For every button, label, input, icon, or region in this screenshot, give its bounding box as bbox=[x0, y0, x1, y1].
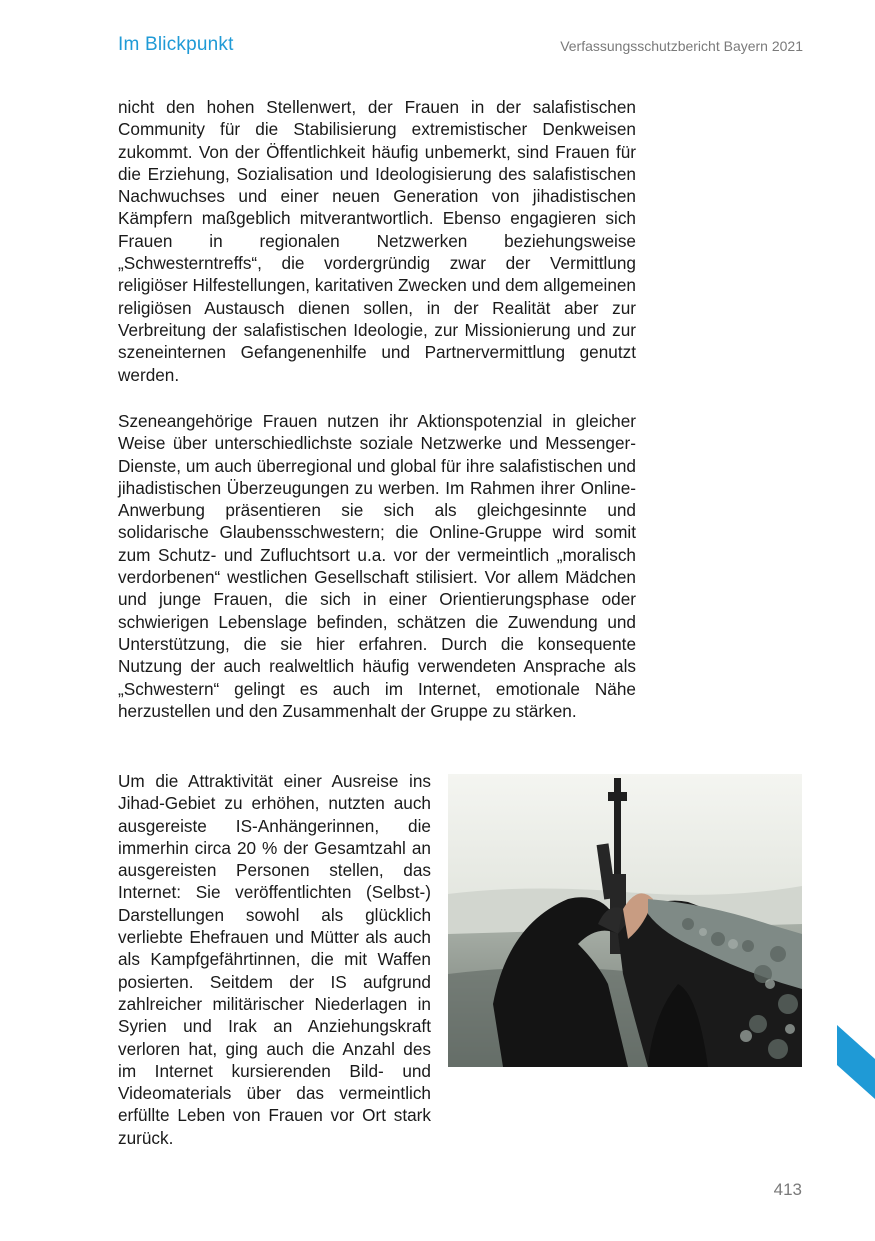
body-paragraph-2: Szeneangehörige Frauen nutzen ihr Aktionspotenzial in gleicher Weise über unterschiedlichste soziale Netzwerke und Messenger-Dienste, um auch überregional und global für ihre salafistischen und jihadistischen Überzeugungen zu werben. Im Rahmen ihrer Online-Anwerbung präsentieren sie sich als gleichgesinnte und solidarische Glaubensschwestern; die Online-Gruppe wird somit zum Schutz- und Zufluchtsort u.a. vor der vermeintlich „moralisch verdorbenen“ westlichen Gesellschaft stilisiert. Vor allem Mädchen und junge Frauen, die sich in einer Orientierungsphase oder schwierigen Lebenslage befinden, schätzen die Zuwendung und Unterstützung, die sie hier erfahren. Durch die konsequente Nutzung der auch realweltlich häufig verwendeten Ansprache als „Schwestern“ gelingt es auch im Internet, emotionale Nähe herzustellen und den Zusammenhalt der Gruppe zu stärken. bbox=[118, 411, 636, 721]
chapter-tab-marker bbox=[837, 1025, 875, 1099]
report-title: Verfassungsschutzbericht Bayern 2021 bbox=[560, 38, 803, 54]
body-paragraph-1: nicht den hohen Stellenwert, der Frauen in der salafistischen Community für die Stabilisierung extremistischer Denkweisen zukommt. Von der Öffentlichkeit häufig unbemerkt, sind Frauen für die Erziehung, Sozialisation und Ideologisierung des salafistischen Nachwuchses und einer neuen Generation von jihadistischen Kämpfern maßgeblich mitverantwortlich. Ebenso engagieren sich Frauen in regionalen Netzwerken beziehungsweise „Schwesterntreffs“, die vordergründig zwar der Vermittlung religiöser Hilfestellungen, karitativen Zwecken und dem allgemeinen religiösen Austausch dienen sollen, in der Realität aber zur Verbreitung der salafistischen Ideologie, zur Missionierung und zur szeneinternen Gefangenenhilfe und Partnervermittlung genutzt werden. bbox=[118, 97, 636, 385]
photo-rifle-heart-hands-icon bbox=[448, 774, 802, 1067]
section-title: Im Blickpunkt bbox=[118, 34, 234, 55]
propaganda-photo bbox=[448, 774, 802, 1067]
page-number: 413 bbox=[773, 1180, 802, 1199]
body-paragraph-3: Um die Attraktivität einer Ausreise ins Jihad-Gebiet zu erhöhen, nutzten auch ausgereiste IS-Anhängerinnen, die immerhin circa 20 % der Gesamtzahl an ausgereisten Personen stellen, das Internet: Sie veröffentlichten (Selbst-) Darstellungen sowohl als glücklich verliebte Ehefrauen und Mütter als auch als Kampfgefährtinnen, die mit Waffen posierten. Seitdem der IS aufgrund zahlreicher militärischer Niederlagen in Syrien und Irak an Anziehungskraft verloren hat, ging auch die Anzahl des im Internet kursierenden Bild- und Videomaterials über das vermeintlich erfüllte Leben von Frauen vor Ort stark zurück. bbox=[118, 771, 431, 1148]
